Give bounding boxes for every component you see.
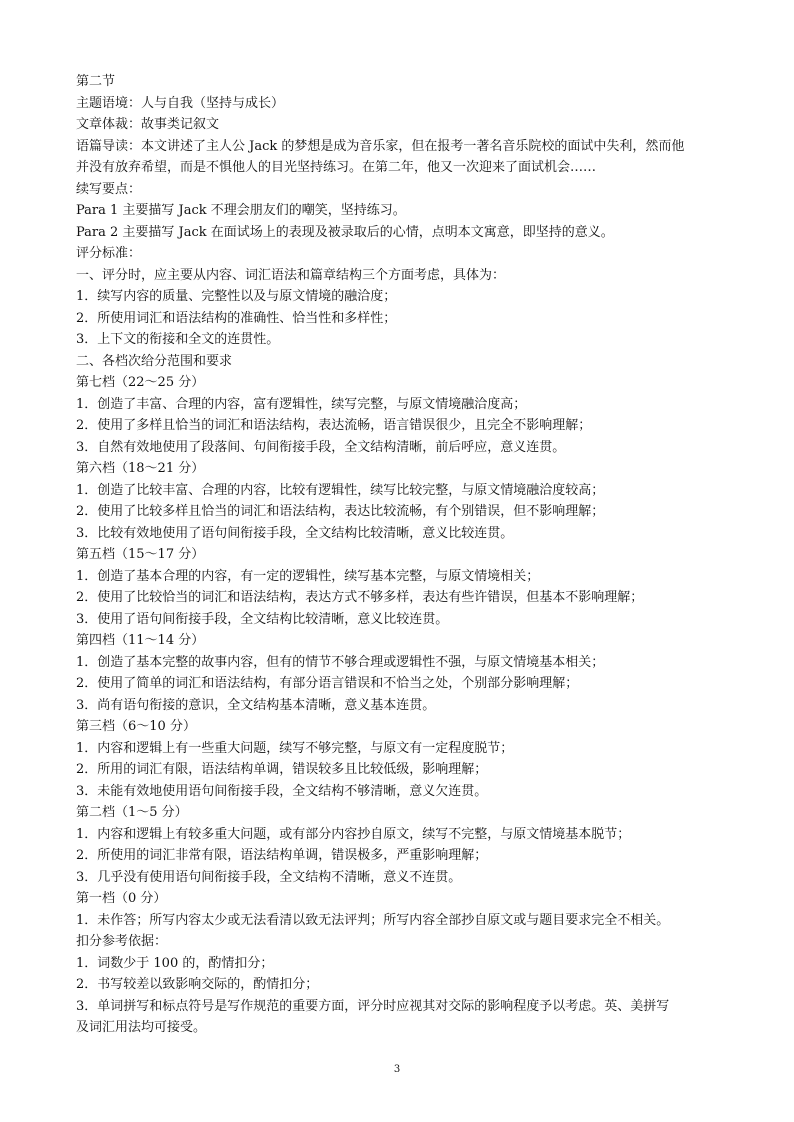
- scoring-standard-heading: 评分标准：: [76, 246, 142, 261]
- grade-criterion-item: 2．使用了多样且恰当的词汇和语法结构，表达流畅，语言错误很少，且完全不影响理解；: [76, 418, 592, 433]
- grade-heading: 第四档（11～14 分）: [76, 633, 205, 648]
- grade-heading: 第六档（18～21 分）: [76, 461, 205, 476]
- deduction-heading: 扣分参考依据：: [76, 934, 168, 949]
- scoring-criterion-item: 3．上下文的衔接和全文的连贯性。: [76, 332, 280, 347]
- grade-criterion-item: 1．创造了丰富、合理的内容，富有逻辑性，续写完整，与原文情境融洽度高；: [76, 396, 527, 412]
- writing-points-heading: 续写要点：: [76, 181, 142, 197]
- theme-context-line: 主题语境：人与自我（坚持与成长）: [76, 95, 285, 111]
- grade-criterion-item: 2．所使用的词汇非常有限，语法结构单调，错误极多，严重影响理解；: [76, 848, 488, 863]
- grade-criterion-item: 2．使用了比较恰当的词汇和语法结构，表达方式不够多样，表达有些许错误，但基本不影响理解；: [76, 590, 644, 605]
- grade-criterion-item: 3．未能有效地使用语句间衔接手段，全文结构不够清晰，意义欠连贯。: [76, 783, 488, 799]
- grade-criterion-item: 2．使用了简单的词汇和语法结构，有部分语言错误和不恰当之处，个别部分影响理解；: [76, 676, 579, 691]
- scoring-criterion-item: 1．续写内容的质量、完整性以及与原文情境的融洽度；: [76, 289, 397, 304]
- grade-criterion-item: 1．内容和逻辑上有较多重大问题，或有部分内容抄自原文，续写不完整，与原文情境基本脱节；: [76, 826, 631, 842]
- grade-criterion-item: 1．内容和逻辑上有一些重大问题，续写不够完整，与原文有一定程度脱节；: [76, 740, 514, 756]
- page-number: 3: [393, 1064, 401, 1075]
- grade-heading: 第三档（6～10 分）: [76, 719, 196, 734]
- section-heading: 第二节: [76, 74, 116, 89]
- deduction-item: 及词汇用法均可接受。: [76, 1020, 207, 1035]
- scoring-part-heading: 一、评分时，应主要从内容、词汇语法和篇章结构三个方面考虑，具体为：: [76, 267, 506, 283]
- reading-guide-line: 语篇导读：本文讲述了主人公 Jack 的梦想是成为音乐家，但在报考一著名音乐院校的面试中失利，然而他: [76, 138, 685, 154]
- grade-criterion-item: 3．几乎没有使用语句间衔接手段，全文结构不清晰，意义不连贯。: [76, 869, 462, 885]
- grade-criterion-item: 1．未作答；所写内容太少或无法看清以致无法评判；所写内容全部抄自原文或与题目要求完全不相关。: [76, 912, 670, 928]
- writing-point-item: Para 1 主要描写 Jack 不理会朋友们的嘲笑，坚持练习。: [76, 203, 406, 218]
- reading-guide-line: 并没有放弃希望，而是不惧他人的目光坚持练习。在第二年，他又一次迎来了面试机会……: [76, 160, 597, 175]
- grade-criterion-item: 1．创造了基本完整的故事内容，但有的情节不够合理或逻辑性不强，与原文情境基本相关；: [76, 654, 605, 670]
- scoring-criterion-item: 2．所使用词汇和语法结构的准确性、恰当性和多样性；: [76, 310, 397, 326]
- grade-criterion-item: 2．使用了比较多样且恰当的词汇和语法结构，表达比较流畅，有个别错误，但不影响理解；: [76, 504, 605, 519]
- deduction-item: 3．单词拼写和标点符号是写作规范的重要方面，评分时应视其对交际的影响程度予以考虑。英、美拼写: [76, 998, 670, 1014]
- grade-criterion-item: 3．自然有效地使用了段落间、句间衔接手段，全文结构清晰，前后呼应，意义连贯。: [76, 439, 566, 455]
- grade-criterion-item: 1．创造了基本合理的内容，有一定的逻辑性，续写基本完整，与原文情境相关；: [76, 568, 540, 584]
- grade-criterion-item: 2．所用的词汇有限，语法结构单调，错误较多且比较低级，影响理解；: [76, 762, 488, 777]
- grade-heading: 第二档（1～5 分）: [76, 805, 188, 820]
- grade-criterion-item: 3．比较有效地使用了语句间衔接手段，全文结构比较清晰，意义比较连贯。: [76, 525, 514, 541]
- grade-heading: 第五档（15～17 分）: [76, 547, 205, 562]
- writing-point-item: Para 2 主要描写 Jack 在面试场上的表现及被录取后的心情，点明本文寓意，即坚持的意义。: [76, 224, 614, 240]
- genre-line: 文章体裁：故事类记叙文: [76, 117, 220, 132]
- deduction-item: 2．书写较差以致影响交际的，酌情扣分；: [76, 977, 319, 992]
- grade-criterion-item: 3．使用了语句间衔接手段，全文结构比较清晰，意义比较连贯。: [76, 611, 449, 627]
- scoring-part-heading: 二、各档次给分范围和要求: [76, 353, 233, 369]
- grade-criterion-item: 1．创造了比较丰富、合理的内容，比较有逻辑性，续写比较完整，与原文情境融洽度较高；: [76, 482, 605, 498]
- grade-criterion-item: 3．尚有语句衔接的意识，全文结构基本清晰，意义基本连贯。: [76, 697, 436, 713]
- grade-heading: 第一档（0 分）: [76, 891, 167, 906]
- document-body: [76, 71, 736, 1039]
- deduction-item: 1．词数少于 100 的，酌情扣分；: [76, 955, 274, 971]
- grade-heading: 第七档（22～25 分）: [76, 375, 205, 390]
